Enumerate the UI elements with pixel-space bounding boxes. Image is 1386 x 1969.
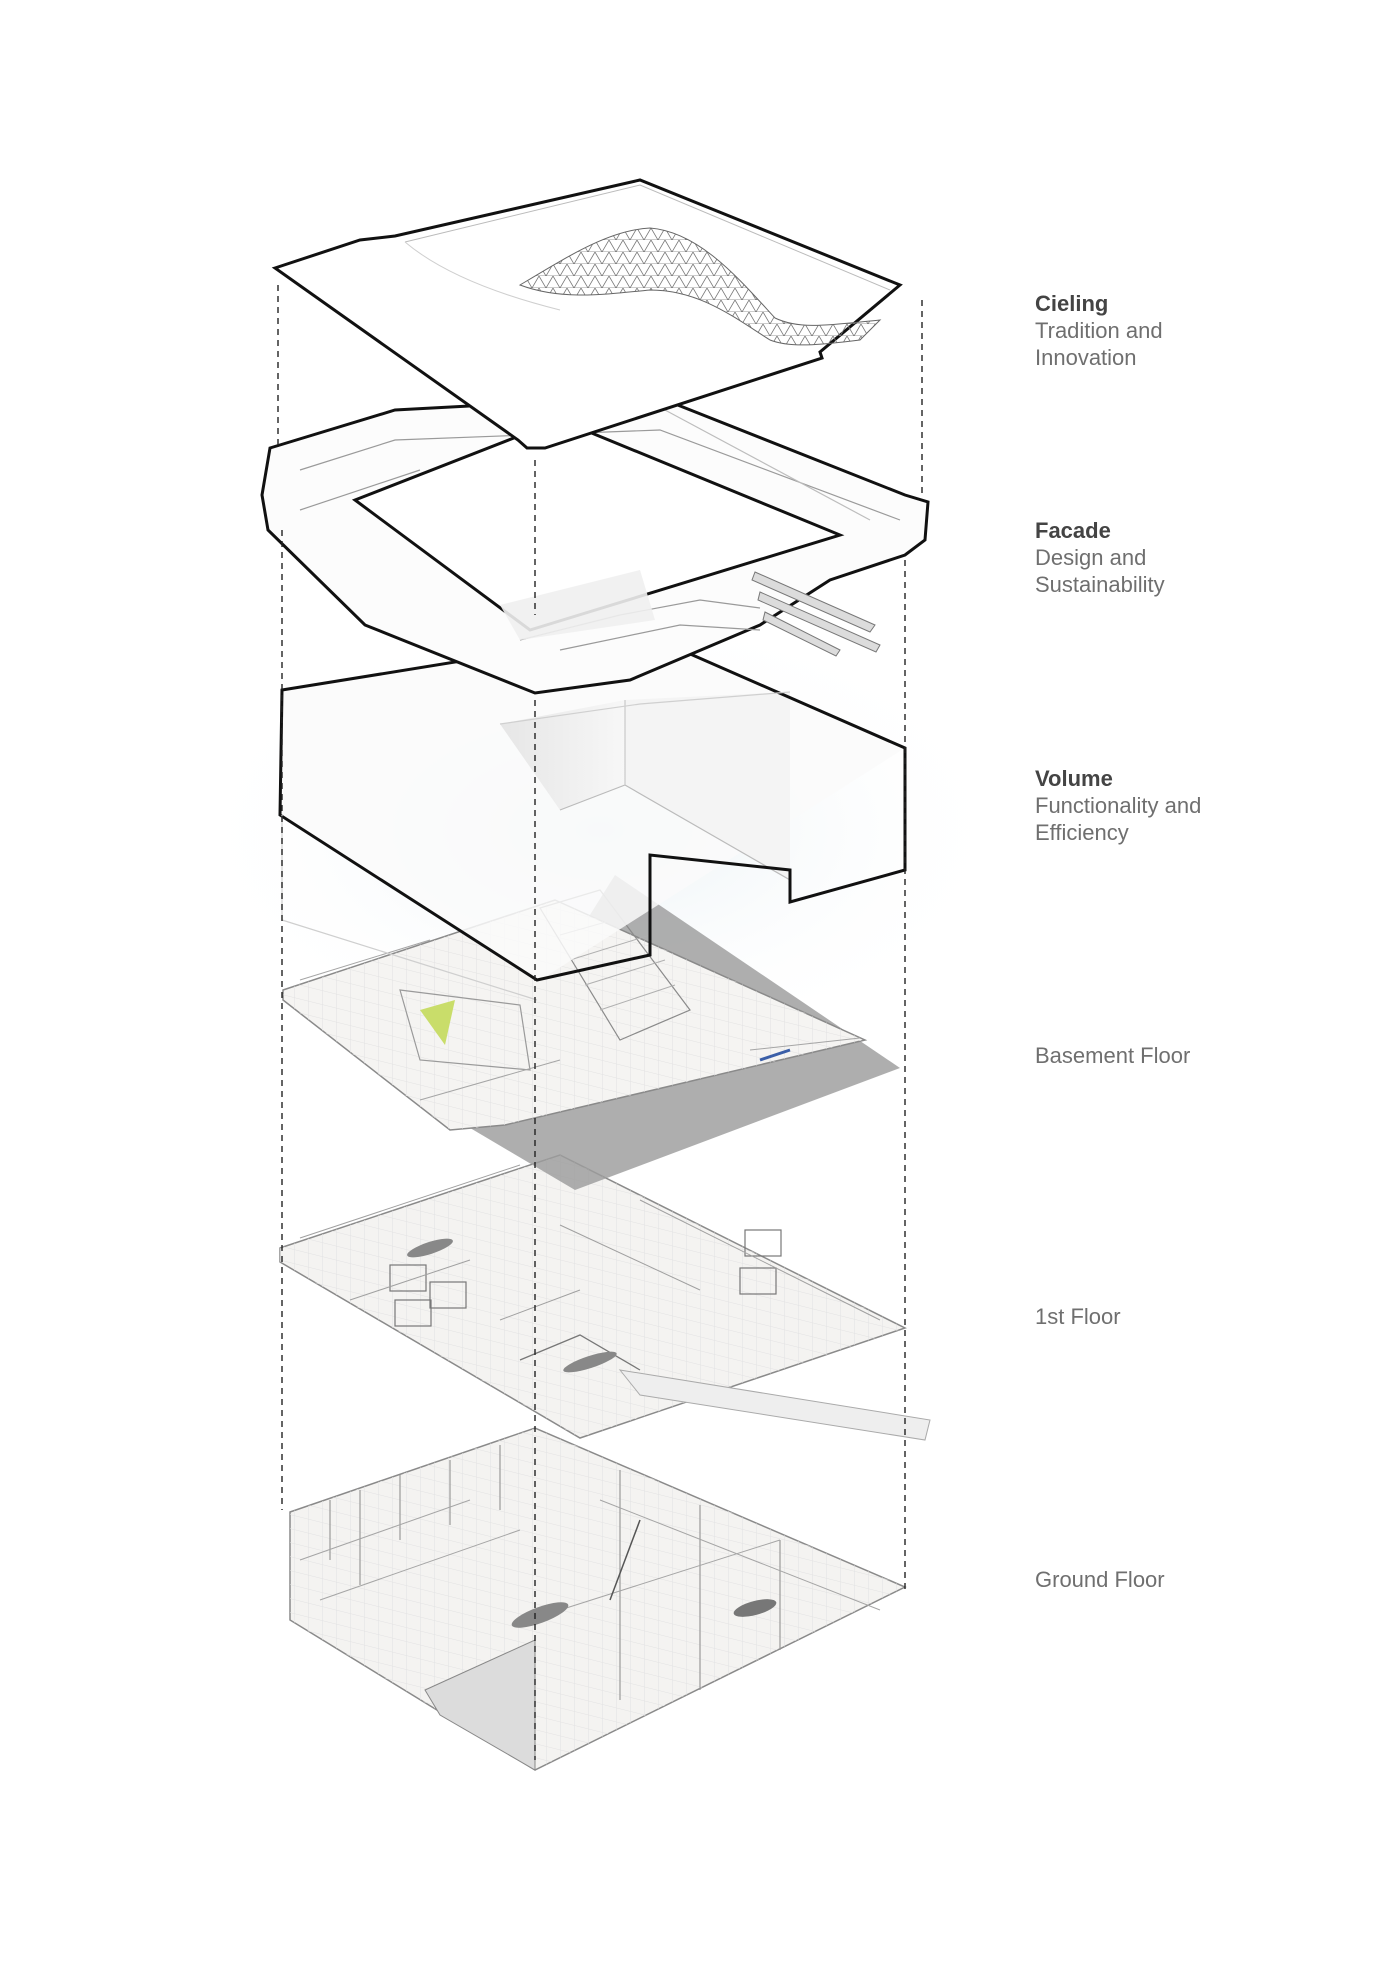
facade-title: Facade <box>1035 518 1111 543</box>
volume-title: Volume <box>1035 766 1113 791</box>
ground-floor-text: Ground Floor <box>1035 1567 1165 1592</box>
volume-subtitle-line1: Functionality and <box>1035 793 1202 818</box>
ceiling-roof <box>275 180 900 448</box>
ceiling-title: Cieling <box>1035 291 1109 316</box>
first-floor-text: 1st Floor <box>1035 1304 1121 1329</box>
ground-floor-plan <box>290 1428 905 1770</box>
volume-subtitle-line2: Efficiency <box>1035 820 1129 845</box>
ceiling-subtitle-line2: Innovation <box>1035 345 1137 370</box>
ceiling-subtitle-line1: Tradition and <box>1035 318 1163 343</box>
first-floor-plan <box>280 1155 930 1440</box>
facade-subtitle-line1: Design and <box>1035 545 1147 570</box>
facade-subtitle-line2: Sustainability <box>1035 572 1165 597</box>
basement-floor-text: Basement Floor <box>1035 1043 1191 1068</box>
